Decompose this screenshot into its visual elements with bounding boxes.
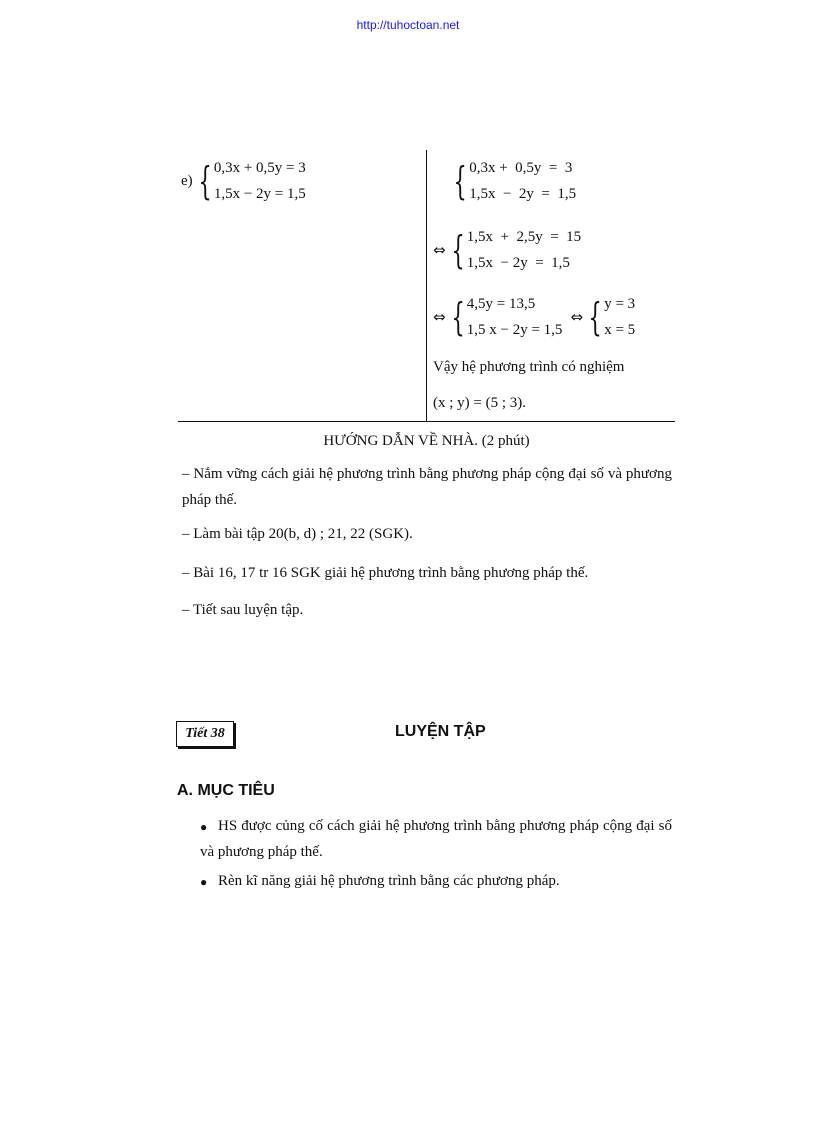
equation-line: 1,5 x − 2y = 1,5	[466, 322, 563, 338]
solution-step-3	[433, 291, 635, 343]
homework-item: – Bài 16, 17 tr 16 SGK giải hệ phương trình bằng phương pháp thế.	[182, 565, 589, 581]
column-divider	[426, 150, 427, 422]
equivalence-arrow-icon: ⇔	[433, 241, 446, 259]
equation-line: 0,3x + 0,5y = 3	[469, 160, 573, 176]
exercise-label: e)	[181, 172, 193, 189]
homework-item: – Tiết sau luyện tập.	[182, 602, 304, 618]
equation-line: 1,5x − 2y = 1,5	[466, 255, 570, 271]
bullet-icon: ●	[200, 820, 208, 834]
equivalence-arrow-icon: ⇔	[570, 308, 584, 326]
lesson-number-badge: Tiết 38	[176, 721, 234, 747]
source-url[interactable]: http://tuhoctoan.net	[356, 18, 460, 32]
brace-icon: {	[198, 159, 212, 203]
bullet-icon: ●	[200, 875, 208, 889]
homework-item: – Làm bài tập 20(b, d) ; 21, 22 (SGK).	[182, 526, 413, 542]
solution-step-2	[433, 224, 581, 276]
brace-icon: {	[588, 295, 602, 339]
homework-item: – Nắm vững cách giải hệ phương trình bằng phương pháp cộng đại số và phương pháp thế.	[182, 466, 672, 508]
lesson-title: LUYỆN TẬP	[395, 723, 486, 740]
brace-icon: {	[453, 159, 467, 203]
brace-icon: {	[451, 295, 465, 339]
equation-1: 0,3x + 0,5y = 3	[213, 160, 306, 176]
solution-conclusion: Vậy hệ phương trình có nghiệm	[433, 359, 625, 375]
objective-item: Rèn kĩ năng giải hệ phương trình bằng các phương pháp.	[218, 873, 560, 889]
objectives-heading: A. MỤC TIÊU	[177, 782, 275, 799]
objective-item: HS được củng cố cách giải hệ phương trình bằng phương pháp cộng đại số và phương pháp thế.	[200, 818, 672, 860]
table-bottom-rule	[178, 421, 675, 422]
equation-line: 1,5x − 2y = 1,5	[469, 186, 577, 202]
brace-icon: {	[451, 228, 465, 272]
solution-step-1	[452, 155, 576, 207]
equation-2: 1,5x − 2y = 1,5	[213, 186, 306, 202]
equivalence-arrow-icon: ⇔	[433, 308, 446, 326]
solution-answer: (x ; y) = (5 ; 3).	[433, 395, 527, 411]
equation-line: 1,5x + 2,5y = 15	[466, 229, 582, 245]
homework-title: HƯỚNG DẪN VỀ NHÀ. (2 phút)	[323, 433, 530, 449]
equation-line: y = 3	[604, 296, 636, 312]
equation-line: 4,5y = 13,5	[466, 296, 536, 312]
equation-line: x = 5	[604, 322, 636, 338]
exercise-e	[181, 155, 306, 207]
